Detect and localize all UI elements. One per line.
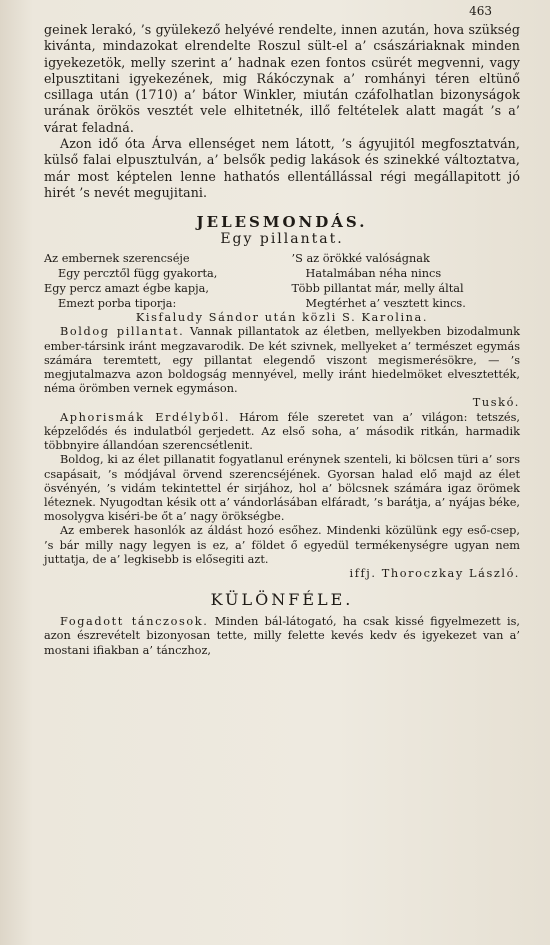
poem-line: Egy percz amazt égbe kapja, — [44, 282, 209, 296]
item-signature: iffj. Thoroczkay László. — [349, 566, 520, 580]
section-title-kulonfele: KÜLÖNFÉLE. — [210, 590, 354, 610]
poem-line: Az embernek szerencséje — [44, 252, 190, 266]
poem-line: Több pillantat már, melly által — [291, 282, 464, 296]
item-text: Minden bál-látogató, ha csak kissé figyelmezett is, azon észrevételt bizonyosan tette, milly felette kevés kedv és igyekezet van a’ mostani ifiakban a’ tánczhoz, — [44, 615, 520, 657]
item-heading: Fogadott tánczosok. — [60, 615, 209, 629]
poem-right-column — [292, 251, 520, 311]
item-signature: Tuskó. — [472, 396, 520, 410]
item-paragraph: Boldog, ki az élet pillanatit fogyatlanul erénynek szenteli, ki bölcsen türi a’ sors csapásait, ’s módjával örvend szerencséjének. Gyorsan halad elő majd az élet ösvényén, ’s vidám tekintettel ér sirjához, hol a’ bölcsnek számára igaz örömek léteznek. Nyugodtan késik ott a’ vándorlásában elfáradt, ’s barátja, a’ nyájas béke, mosolygva kiséri-be őt a’ nagy örökségbe. — [44, 453, 520, 524]
poem-left-column — [44, 251, 272, 311]
page-number: 463 — [469, 4, 492, 18]
item-heading: Aphorismák Erdélyből. — [60, 410, 231, 424]
poem-line: Megtérhet a’ vesztett kincs. — [305, 297, 466, 311]
item-boldog-pillantat — [44, 325, 520, 410]
poem-line: Hatalmában néha nincs — [305, 267, 442, 281]
poem-line: Egy percztől függ gyakorta, — [58, 267, 218, 281]
intro-paragraph-2: Azon idő óta Árva ellenséget nem látott, ’s ágyujitól megfosztatván, külső falai elpusztulván, a’ belsők pedig lakások és szinekké változtatva, már most képtelen lenne hathatós ellentállással régi megállapitott jó hirét ’s nevét megujitani. — [44, 136, 520, 200]
poem-line: Emezt porba tiporja: — [58, 297, 177, 311]
poem-line: ’S az örökké valóságnak — [291, 252, 430, 266]
section-title-jelesmondas: JELESMONDÁS. — [196, 213, 368, 232]
item-aphorismak — [44, 411, 520, 581]
item-paragraph: Az emberek hasonlók az áldást hozó esőhez. Mindenki közülünk egy eső-csep, ’s bár milly nagy legyen is ez, a’ földet ő egyedül termékenységre ugyan nem juttatja, de a’ legkisebb is elősegiti azt. — [44, 524, 520, 566]
intro-text — [44, 22, 520, 201]
section-subtitle: Egy pillantat. — [220, 231, 344, 248]
item-text: Három féle szeretet van a’ világon: tetszés, képzelődés és indulatból gerjedett. Az első soha, a’ második ritkán, harmadik többnyire állandóan szerencsétlenit. — [44, 410, 521, 453]
poem-credit: Kisfaludy Sándor után közli S. Karolina. — [135, 311, 429, 325]
item-text: Vannak pillantatok az életben, mellyekben bizodalmunk ember-társink iránt megzavarodik. De két szivnek, mellyeket a’ természet egymás számára teremtett, egy pillantat elegendő viszont megismerésökre, — ’s megjutalmazva azon boldogság mennyével, melly iránt hiedelmöket elvesztették, néma örömben vernek egymáson. — [44, 325, 520, 396]
item-fogadott-tanczosok — [44, 615, 520, 658]
item-heading: Boldog pillantat. — [60, 325, 185, 339]
poem — [44, 251, 520, 311]
intro-paragraph-1: geinek lerakó, ’s gyülekező helyévé rendelte, innen azután, hova szükség kivánta, mindazokat elrendelte Roszul sült-el a’ császáriaknak minden igyekezetök, melly szerint a’ hadnak ezen fontos csürét megvenni, vagy elpusztitani igyekezének, mig Rákóczynak a’ romhányi téren eltünő csillaga után (1710) a’ bátor Winkler, miután czáfolhatlan bizonyságok urának örökös vesztét vele elhitetnék, illő feltételek alatt magát ’s a’ várat feladná. — [44, 22, 520, 135]
